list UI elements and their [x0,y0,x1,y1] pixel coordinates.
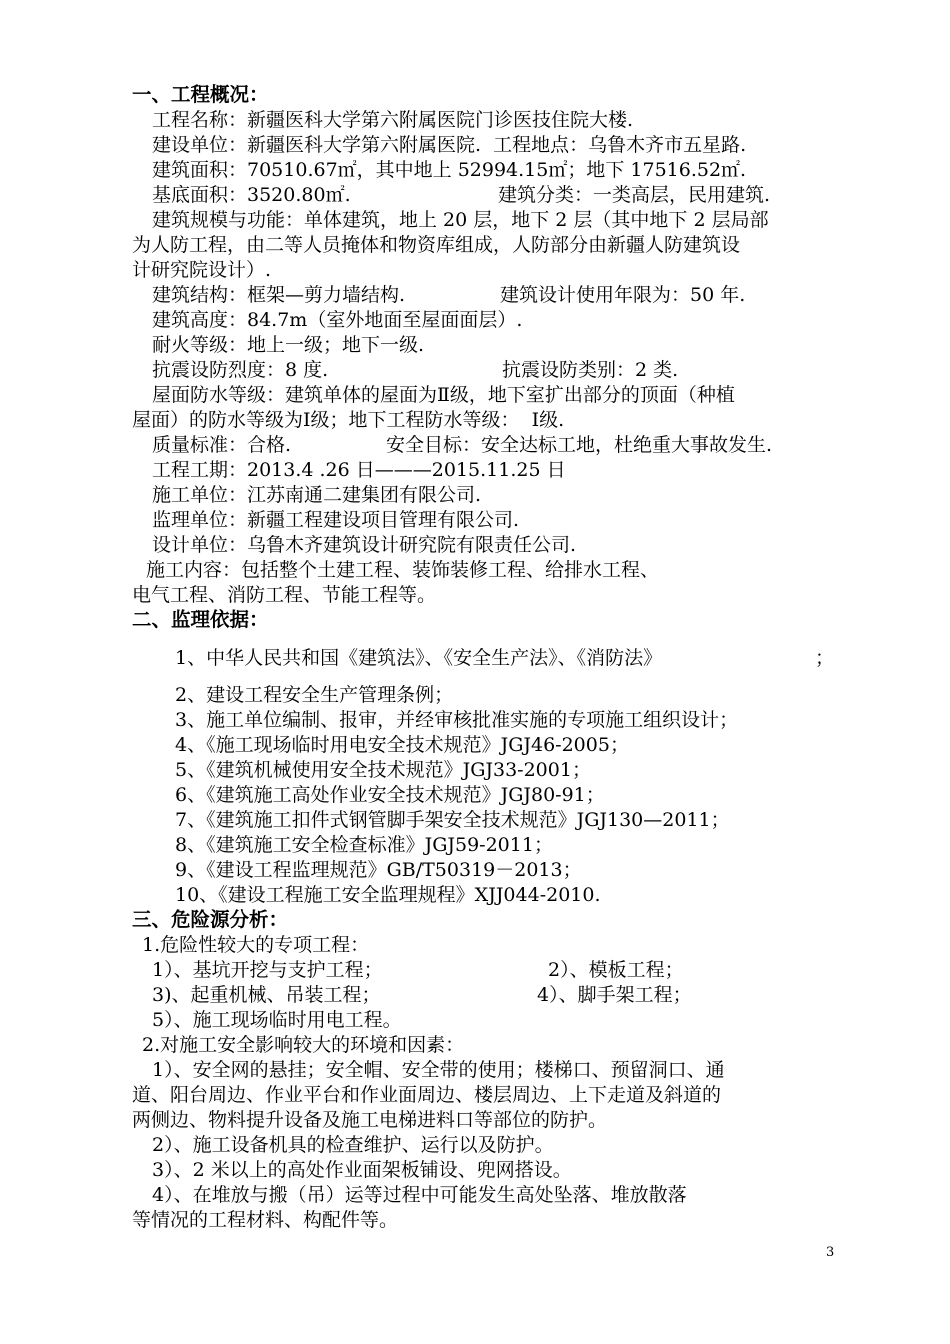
text-line: 3）、2 米以上的高处作业面架板铺设、兜网搭设。 [152,1159,572,1181]
text-line: 2.对施工安全影响较大的环境和因素： [142,1034,465,1056]
text-line: 建筑面积：70510.67㎡，其中地上 52994.15㎡；地下 17516.52㎡. [152,159,747,181]
text-line: 3、施工单位编制、报审，并经审核批准实施的专项施工组织设计； [175,709,739,731]
text-line: 质量标准：合格. [152,434,292,456]
text-line: 2）、模板工程； [548,959,684,981]
text-line: 1）、安全网的悬挂；安全帽、安全带的使用；楼梯口、预留洞口、通 [152,1059,725,1081]
text-line: 2、建设工程安全生产管理条例； [175,684,454,706]
text-line: 抗震设防烈度：8 度. [152,359,329,381]
text-line: 9、《建设工程监理规范》GB/T50319－2013； [175,859,582,881]
text-line: 为人防工程，由二等人员掩体和物资库组成，人防部分由新疆人防建筑设 [132,234,741,256]
text-line: 屋面）的防水等级为Ⅰ级；地下工程防水等级： Ⅰ级. [132,409,565,431]
text-line: 工程工期：2013.4 .26 日———2015.11.25 日 [152,459,566,481]
text-line: 施工内容：包括整个土建工程、装饰装修工程、给排水工程、 [146,559,660,581]
text-line: 建设单位：新疆医科大学第六附属医院. 工程地点：乌鲁木齐市五星路. [152,134,747,156]
text-line: 1）、基坑开挖与支护工程； [152,959,383,981]
text-line: 4）、在堆放与搬（吊）运等过程中可能发生高处坠落、堆放散落 [152,1184,687,1206]
text-line: 建筑设计使用年限为：50 年. [500,284,746,306]
text-line: 8、《建筑施工安全检查标准》JGJ59-2011； [175,834,553,856]
page-number: 3 [826,1245,835,1260]
text-line: 耐火等级：地上一级；地下一级. [152,334,425,356]
text-line: 10、《建设工程施工安全监理规程》XJJ044-2010. [175,884,601,906]
text-line: 安全目标：安全达标工地，杜绝重大事故发生. [386,434,773,456]
text-line: 3)、起重机械、吊装工程； [152,984,381,1006]
text-line: 道、阳台周边、作业平台和作业面周边、楼层周边、上下走道及斜道的 [132,1084,722,1106]
text-line: 工程名称：新疆医科大学第六附属医院门诊医技住院大楼. [152,109,634,131]
text-line: 电气工程、消防工程、节能工程等。 [132,584,437,606]
text-line: 7、《建筑施工扣件式钢管脚手架安全技术规范》JGJ130—2011； [175,809,730,831]
text-line: 建筑结构：框架—剪力墙结构. [152,284,406,306]
text-line: 监理单位：新疆工程建设项目管理有限公司. [152,509,520,531]
text-line: 5）、施工现场临时用电工程。 [152,1009,402,1031]
text-line: 建筑高度：84.7m（室外地面至屋面面层）. [152,309,523,331]
text-line: 两侧边、物料提升设备及施工电梯进料口等部位的防护。 [132,1109,608,1131]
text-line: 建筑规模与功能：单体建筑，地上 20 层，地下 2 层（其中地下 2 层局部 [152,209,769,231]
text-line: 建筑分类：一类高层，民用建筑. [498,184,771,206]
text-line: 1、中华人民共和国《建筑法》、《安全生产法》、《消防法》 [175,647,663,669]
text-line: 基底面积：3520.80㎡. [152,184,351,206]
text-line: 计研究院设计）. [132,259,272,281]
section-heading-hazards: 三、危险源分析： [132,908,289,931]
text-line: 设计单位：乌鲁木齐建筑设计研究院有限责任公司. [152,534,577,556]
text-line: 屋面防水等级：建筑单体的屋面为Ⅱ级，地下室扩出部分的顶面（种植 [152,384,735,406]
section-heading-basis: 二、监理依据： [132,608,269,631]
text-line: 抗震设防类别：2 类. [502,359,679,381]
text-line: 4）、脚手架工程； [537,984,692,1006]
section-heading-overview: 一、工程概况： [132,83,269,106]
text-line: 4、《施工现场临时用电安全技术规范》JGJ46-2005； [175,734,629,756]
text-line: 2）、施工设备机具的检查维护、运行以及防护。 [152,1134,554,1156]
text-line: 1.危险性较大的专项工程： [142,934,370,956]
text-line: ； [815,647,835,669]
text-line: 5、《建筑机械使用安全技术规范》JGJ33-2001； [175,759,591,781]
text-line: 等情况的工程材料、构配件等。 [132,1209,399,1231]
text-line: 6、《建筑施工高处作业安全技术规范》JGJ80-91； [175,784,605,806]
text-line: 施工单位：江苏南通二建集团有限公司. [152,484,482,506]
